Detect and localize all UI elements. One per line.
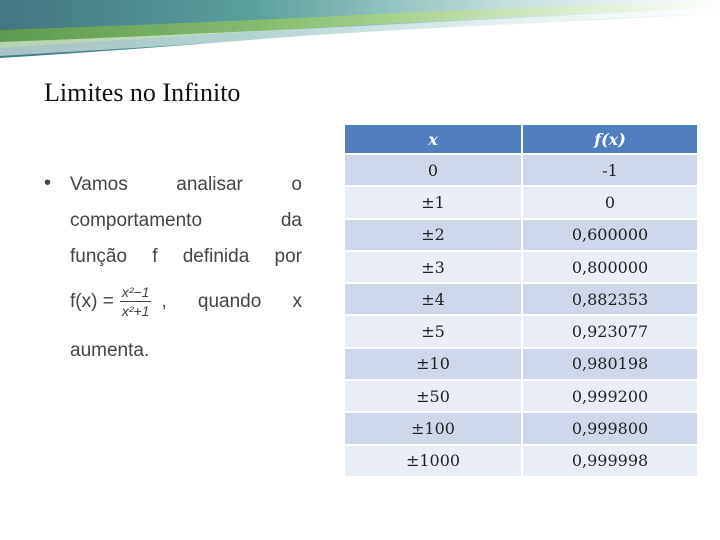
cell-fx: -1 [522,154,698,186]
table-row [344,315,698,347]
bullet-marker: • [44,172,52,194]
table-row [344,412,698,444]
cell-fx: 0,800000 [522,251,698,283]
word: comportamento [70,210,203,231]
formula-line [70,285,302,318]
cell-fx: 0 [522,186,698,218]
cell-x: ±1000 [344,445,522,477]
text-line-2 [70,210,302,232]
cell-x: ±5 [344,315,522,347]
cell-x: ±3 [344,251,522,283]
word: analisar [176,174,243,195]
slide-title: Limites no Infinito [44,78,241,107]
table-row [344,154,698,186]
word: aumenta. [70,340,150,361]
table-row [344,186,698,218]
cell-x: 0 [344,154,522,186]
word: f [152,246,158,267]
word: x [292,290,302,312]
table-row [344,283,698,315]
cell-fx: 0,980198 [522,348,698,380]
word: por [274,246,302,267]
word: Vamos [70,174,128,195]
cell-fx: 0,999998 [522,445,698,477]
word: da [280,210,302,231]
formula-comma: , [161,290,167,312]
cell-x: ±100 [344,412,522,444]
cell-fx: 0,923077 [522,315,698,347]
cell-fx: 0,999800 [522,412,698,444]
formula-denominator: x²+1 [121,303,150,319]
values-table [343,123,699,478]
formula-prefix: f(x) = [70,290,114,312]
formula-fraction [120,285,152,318]
header-x: x [344,124,522,154]
word: o [291,174,302,195]
text-line-3 [70,246,302,268]
cell-x: ±10 [344,348,522,380]
table-header-row [344,124,698,154]
word: definida [182,246,250,267]
cell-fx: 0,600000 [522,219,698,251]
cell-x: ±50 [344,380,522,412]
text-line-1 [70,174,302,196]
header-fx: f(x) [522,124,698,154]
cell-fx: 0,999200 [522,380,698,412]
formula-numerator: x²−1 [121,284,150,300]
text-line-5 [70,340,302,362]
table-row [344,219,698,251]
cell-x: ±4 [344,283,522,315]
cell-x: ±1 [344,186,522,218]
cell-fx: 0,882353 [522,283,698,315]
table-row [344,445,698,477]
function-formula [70,285,167,318]
word: função [70,246,128,267]
header-banner [0,0,720,62]
table-row [344,251,698,283]
word: quando [197,290,262,312]
cell-x: ±2 [344,219,522,251]
table-row [344,380,698,412]
table-row [344,348,698,380]
